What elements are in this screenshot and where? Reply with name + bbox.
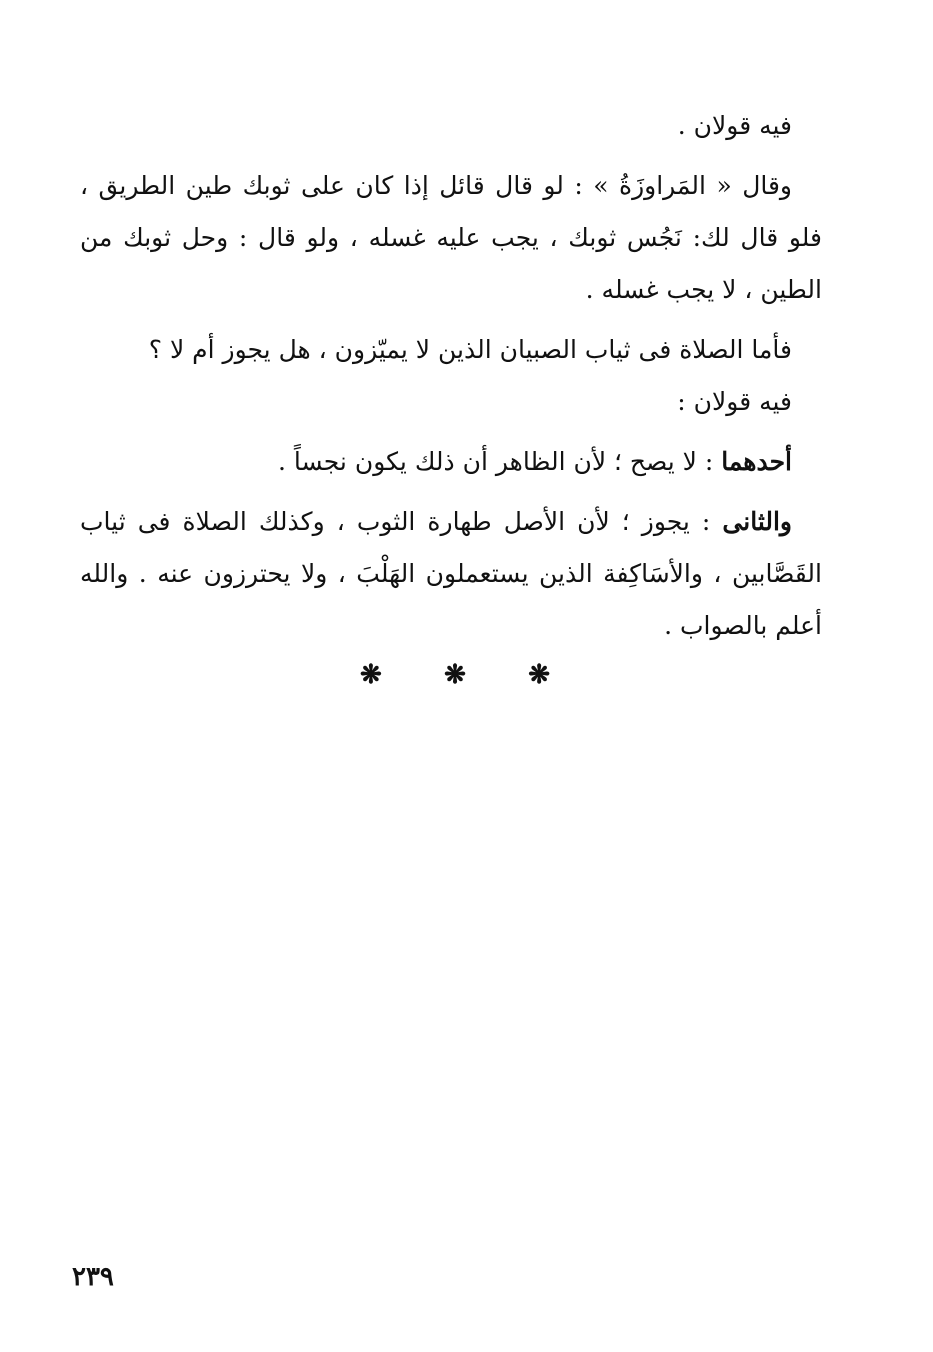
separator-star-icon: ❋ [444, 660, 466, 690]
page-number: ٢٣٩ [72, 1262, 114, 1292]
paragraph-3-text: فأما الصلاة فى ثياب الصبيان الذين لا يميّزون ، هل يجوز أم لا ؟ [148, 335, 792, 364]
paragraph-2 [80, 160, 822, 316]
page-body [80, 100, 822, 652]
paragraph-4 [80, 376, 822, 428]
paragraph-6-lead: والثانى [722, 507, 792, 536]
paragraph-6-text: : يجوز ؛ لأن الأصل طهارة الثوب ، وكذلك الصلاة فى ثياب القَصَّابين ، والأسَاكِفة الذين يستعملون الهَلْبَ ، ولا يحترزون عنه . والله أعلم بالصواب . [80, 507, 822, 640]
paragraph-5-text: : لا يصح ؛ لأن الظاهر أن ذلك يكون نجساً . [277, 447, 722, 476]
paragraph-1 [80, 100, 822, 152]
section-separator [360, 660, 550, 690]
paragraph-2-text: وقال « المَراوزَةُ » : لو قال قائل إذا كان على ثوبك طين الطريق ، فلو قال لك: نَجُس ثوبك ، يجب عليه غسله ، ولو قال : وحل ثوبك من الطين ، لا يجب غسله . [80, 171, 822, 304]
separator-star-icon: ❋ [528, 660, 550, 690]
paragraph-5 [80, 436, 822, 488]
separator-star-icon: ❋ [360, 660, 382, 690]
paragraph-1-text: فيه قولان . [677, 111, 792, 140]
paragraph-3 [80, 324, 822, 376]
paragraph-4-text: فيه قولان : [677, 387, 792, 416]
paragraph-6 [80, 496, 822, 652]
paragraph-5-lead: أحدهما [721, 447, 792, 476]
